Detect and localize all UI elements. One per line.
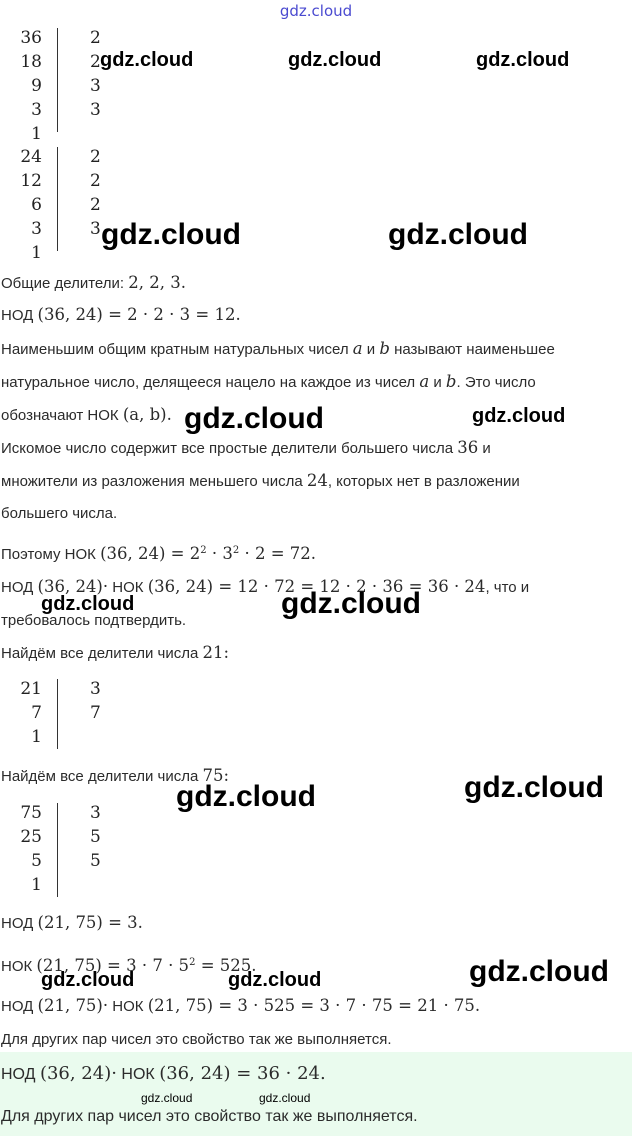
factor-row: 6 2 <box>31 195 101 215</box>
lcm-21-75-line: НОК (21, $75) = 3 \cdot 7 \cdot 5^2 = 525$. <box>1 956 257 975</box>
watermark: gdz.cloud <box>472 405 566 427</box>
confirmed-line: требовалось подтвердить. <box>1 612 187 629</box>
lcm-definition-line-2: натуральное число, делящееся нацело на каждое из чисел a и b. Это число <box>1 372 536 391</box>
watermark: gdz.cloud <box>41 969 135 991</box>
factor-row: 75 3 <box>20 803 101 823</box>
gcd-36-24-line: НОД (36, 24) = 2 · 2 · 3 = 12. <box>1 305 241 324</box>
product-36-24-line: НОД (36, 24)· НОК (36, 24) = 12 · 72 = 12 · 2 · 36 = 36 · 24, что и <box>1 577 530 596</box>
watermark: gdz.cloud <box>100 49 194 71</box>
answer-box <box>0 1052 632 1136</box>
lcm-definition-line-1: Наименьшим общим кратным натуральных чисел a и b называют наименьшее <box>1 339 555 358</box>
watermark: gdz.cloud <box>176 780 316 813</box>
factor-row: 5 5 <box>31 851 101 871</box>
watermark: gdz.cloud <box>41 593 135 615</box>
factor-row: 25 5 <box>20 827 101 847</box>
watermark: gdz.cloud <box>388 218 528 251</box>
header-watermark: gdz.cloud <box>279 2 353 20</box>
factor-table-75 <box>0 801 140 899</box>
common-divisors-line: Общие делители: 2, 2, 3. <box>1 273 186 292</box>
watermark: gdz.cloud <box>469 955 609 988</box>
factor-row: 1 <box>31 875 42 895</box>
find-divisors-21-line: Найдём все делители числа 21: <box>1 643 230 662</box>
watermark: gdz.cloud <box>259 1091 311 1105</box>
answer-text: Для других пар чисел это свойство так же выполняется. <box>1 1108 418 1125</box>
search-line-3: большего числа. <box>1 505 118 522</box>
answer-formula: НОД (36, 24)· НОК (36, 24) = 36 · 24. <box>1 1063 326 1084</box>
factor-table-36 <box>0 26 140 146</box>
watermark: gdz.cloud <box>476 49 570 71</box>
watermark: gdz.cloud <box>281 587 421 620</box>
watermark: gdz.cloud <box>101 218 241 251</box>
factor-table-21 <box>0 677 140 751</box>
factor-row: 1 <box>31 727 42 747</box>
factor-row: 9 3 <box>31 76 101 96</box>
gcd-21-75-line: НОД (21, 75) = 3. <box>1 913 143 932</box>
factor-row: 36 2 <box>20 28 101 48</box>
factor-row: 18 2 <box>20 52 101 72</box>
other-pairs-line: Для других пар чисел это свойство так же выполняется. <box>1 1031 392 1048</box>
watermark: gdz.cloud <box>464 771 604 804</box>
factor-row: 12 2 <box>20 171 101 191</box>
watermark: gdz.cloud <box>141 1091 193 1105</box>
watermark: gdz.cloud <box>184 402 324 435</box>
find-divisors-75-line: Найдём все делители числа 75: <box>1 766 230 785</box>
watermark: gdz.cloud <box>288 49 382 71</box>
factor-row: 3 3 <box>31 219 101 239</box>
watermark: gdz.cloud <box>228 969 322 991</box>
factor-row: 24 2 <box>20 147 101 167</box>
factor-row: 3 3 <box>31 100 101 120</box>
factor-row: 1 <box>31 124 42 144</box>
factor-row: 1 <box>31 243 42 263</box>
product-21-75-line: НОД (21, 75)· НОК (21, 75) = 3 · 525 = 3 · 7 · 75 = 21 · 75. <box>1 996 481 1015</box>
factor-row: 21 3 <box>20 679 101 699</box>
search-line-2: множители из разложения меньшего числа 24, которых нет в разложении <box>1 471 520 490</box>
factor-row: 7 7 <box>31 703 101 723</box>
lcm-definition-line-3: обозначают НОК (a, b). <box>1 405 172 424</box>
lcm-36-24-line: Поэтому НОК (36, $24) = 2^2 \cdot 3^2 \cdot 2 = 72$. <box>1 544 317 563</box>
search-line-1: Искомое число содержит все простые делители большего числа 36 и <box>1 438 491 457</box>
